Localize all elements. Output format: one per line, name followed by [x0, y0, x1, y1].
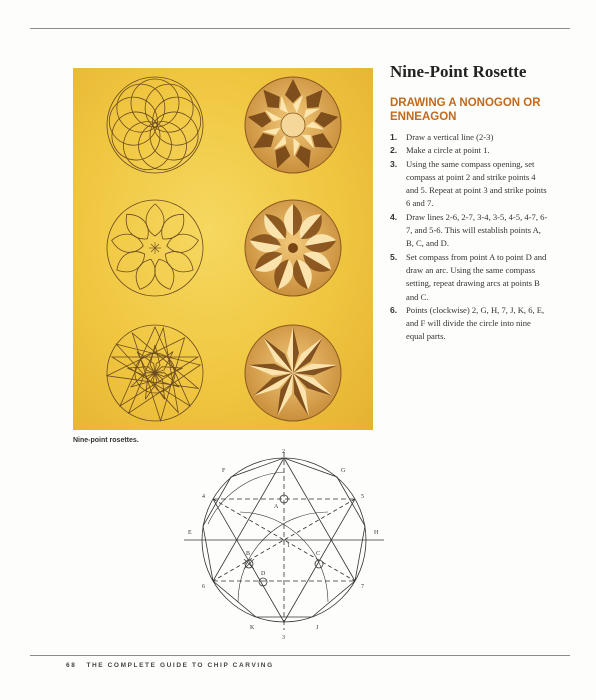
rosettes-photo: [73, 68, 373, 430]
label-7: 7: [361, 584, 364, 590]
step-text: Points (clockwise) 2, G, H, 7, J, K, 6, E, and F will divide the circle into nine equal parts.: [406, 304, 545, 342]
label-c: C: [316, 551, 321, 557]
label-h: H: [374, 530, 379, 536]
label-a: A: [274, 504, 279, 510]
rosette-drawing-petals: [107, 200, 203, 296]
label-5: 5: [361, 494, 364, 500]
top-rule: [30, 28, 570, 29]
step-text: Make a circle at point 1.: [406, 145, 490, 156]
step-text: Using the same compass opening, set compass at point 2 and strike points 4 and 5. Repeat at point 3 and strike points 6 and 7.: [406, 158, 547, 209]
step-item: [390, 144, 550, 157]
point-d-marker: [259, 578, 267, 586]
photo-caption: Nine-point rosettes.: [73, 437, 139, 444]
rosette-carved-petals: [245, 200, 341, 296]
rosette-carved-star: [245, 325, 341, 421]
label-f: F: [222, 468, 226, 474]
nonagon: [203, 458, 365, 617]
page-title: Nine-Point Rosette: [390, 62, 527, 81]
step-text: Set compass from point A to point D and draw an arc. Using the same compass setting, repeat drawing arcs at points B and C.: [406, 251, 547, 302]
nonagon-construction-diagram: [178, 442, 390, 642]
label-k: K: [250, 625, 255, 631]
label-j: J: [316, 625, 319, 631]
step-item: [390, 251, 550, 304]
step-number: 3.: [390, 158, 398, 169]
label-d: D: [261, 571, 266, 577]
step-number: 4.: [390, 211, 398, 222]
label-3: 3: [282, 635, 285, 641]
step-number: 2.: [390, 145, 398, 156]
label-g: G: [341, 468, 346, 474]
book-title: THE COMPLETE GUIDE TO CHIP CARVING: [86, 662, 274, 669]
label-6: 6: [202, 584, 205, 590]
rosette-drawing-star: [101, 310, 218, 426]
step-item: [390, 304, 550, 344]
section-subtitle: DRAWING A NONOGON OR ENNEAGON: [390, 97, 541, 123]
step-text: Draw lines 2-6, 2-7, 3-4, 3-5, 4-5, 4-7, 6-7, and 5-6. This will establish points A, B, C, and D.: [406, 211, 548, 249]
label-b: B: [246, 551, 251, 557]
page-number: 68: [66, 662, 77, 669]
label-1: 1: [287, 543, 290, 549]
rosette-carved-circles: [245, 77, 341, 173]
step-item: [390, 131, 550, 144]
step-item: [390, 158, 550, 211]
step-number: 5.: [390, 251, 398, 262]
arc-c: [238, 512, 328, 602]
step-number: 6.: [390, 304, 398, 315]
steps-list: [390, 131, 550, 344]
step-text: Draw a vertical line (2-3): [406, 132, 494, 142]
page-footer: [66, 662, 274, 669]
step-number: 1.: [390, 132, 398, 142]
label-e: E: [188, 530, 192, 536]
rosette-drawing-circles: [103, 74, 207, 176]
line-2-7: [284, 458, 355, 581]
label-4: 4: [202, 494, 205, 500]
label-2: 2: [282, 449, 285, 455]
bottom-rule: [30, 655, 570, 656]
step-item: [390, 211, 550, 251]
rosettes-illustration: [73, 68, 373, 430]
